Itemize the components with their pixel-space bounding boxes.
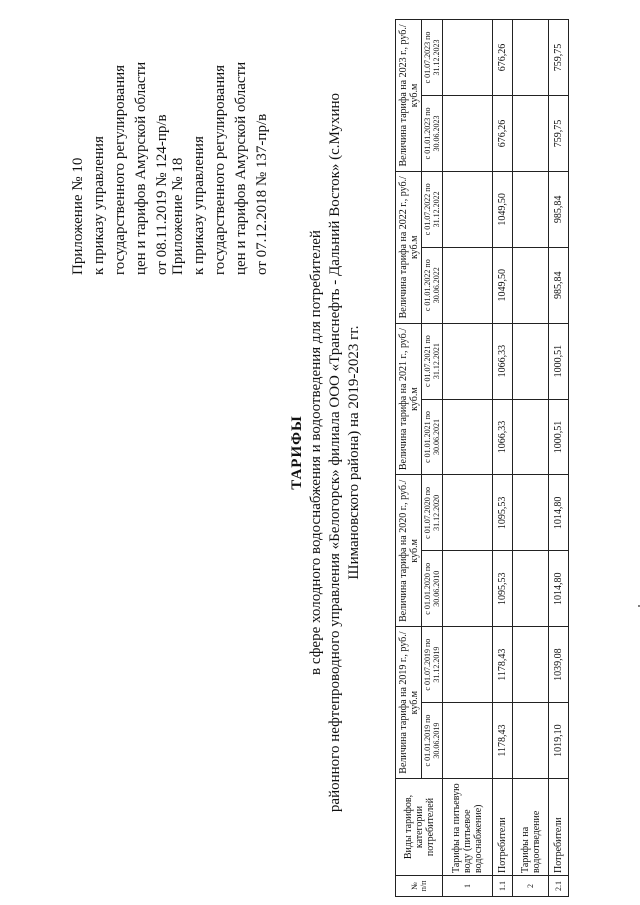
header-number: № п/п: [396, 876, 443, 897]
appendix-line: Приложение № 18: [170, 157, 186, 275]
row-number: 1: [443, 876, 493, 897]
header-year-2019: Величина тарифа на 2019 г., руб./куб.м: [396, 627, 422, 779]
tariff-cell: 1066,33: [493, 323, 513, 399]
header-period: с 01.01.2019 по 30.06.2019: [422, 703, 443, 779]
tariff-cell: 1014,80: [549, 551, 569, 627]
tariff-cell: 1049,50: [493, 171, 513, 247]
tariff-cell: 985,84: [549, 171, 569, 247]
tariff-cell: [513, 20, 549, 96]
tariff-cell: 1014,80: [549, 475, 569, 551]
tariff-cell: 1039,08: [549, 627, 569, 703]
row-name: Потребители: [549, 779, 569, 876]
tariff-cell: [443, 399, 493, 475]
row-number: 2: [513, 876, 549, 897]
header-period: с 01.07.2019 по 31.12.2019: [422, 627, 443, 703]
tariff-cell: [513, 171, 549, 247]
tariff-cell: 759,75: [549, 20, 569, 96]
tariff-cell: [513, 399, 549, 475]
tariff-cell: 676,26: [493, 20, 513, 96]
tariff-cell: 1178,43: [493, 627, 513, 703]
tariff-cell: 985,84: [549, 247, 569, 323]
header-year-2021: Величина тарифа на 2021 г., руб./куб.м: [396, 323, 422, 475]
header-period: с 01.07.2022 по 31.12.2022: [422, 171, 443, 247]
title-heading: ТАРИФЫ: [289, 415, 305, 490]
header-period: с 01.01.2023 по 30.06.2023: [422, 95, 443, 171]
tariff-cell: 759,75: [549, 95, 569, 171]
tariff-cell: [513, 247, 549, 323]
tariff-cell: [513, 475, 549, 551]
tariff-cell: 676,26: [493, 95, 513, 171]
header-period: с 01.07.2020 по 31.12.2020: [422, 475, 443, 551]
appendix-line: цен и тарифов Амурской области: [133, 61, 149, 275]
row-name: Потребители: [493, 779, 513, 876]
tariffs-table: [395, 19, 569, 897]
tariff-cell: [443, 323, 493, 399]
appendix-current-header: [68, 62, 173, 275]
header-period: с 01.01.2021 по 30.06.2021: [422, 399, 443, 475]
table-header-row: [396, 20, 422, 897]
tariff-cell: [443, 171, 493, 247]
row-name: Тарифы на питьевую воду (питьевое водоснабжение): [443, 779, 493, 876]
tariff-cell: 1095,53: [493, 475, 513, 551]
tariff-cell: 1000,51: [549, 323, 569, 399]
row-number: 2.1: [549, 876, 569, 897]
header-year-2023: Величина тарифа на 2023 г., руб./куб.м: [396, 20, 422, 172]
table-row: [549, 20, 569, 897]
tariff-cell: [443, 703, 493, 779]
tariff-cell: 1066,33: [493, 399, 513, 475]
table-subheader-row: [422, 20, 443, 897]
appendix-line: к приказу управления: [191, 136, 207, 275]
tariff-cell: 1000,51: [549, 399, 569, 475]
appendix-line: к приказу управления: [91, 136, 107, 275]
tariff-cell: [513, 323, 549, 399]
row-name: Тарифы на водоотведение: [513, 779, 549, 876]
header-period: с 01.01.2022 по 30.06.2022: [422, 247, 443, 323]
table-row: [443, 20, 493, 897]
document-title: [288, 0, 364, 905]
header-period: с 01.01.2020 по 30.06.2010: [422, 551, 443, 627]
appendix-line: от 07.12.2018 № 137-пр/в: [254, 113, 270, 275]
appendix-line: от 08.11.2019 № 124-пр/в: [154, 114, 170, 275]
tariff-cell: [443, 20, 493, 96]
header-period: с 01.07.2021 по 31.12.2021: [422, 323, 443, 399]
header-period: с 01.07.2023 по 31.12.2023: [422, 20, 443, 96]
tariff-cell: [513, 551, 549, 627]
row-number: 1.1: [493, 876, 513, 897]
tariff-cell: [443, 247, 493, 323]
title-line: в сфере холодного водоснабжения и водоотведения для потребителей: [308, 230, 324, 675]
appendix-line: цен и тарифов Амурской области: [233, 61, 249, 275]
tariff-cell: [443, 475, 493, 551]
appendix-original-header: [168, 62, 273, 275]
tariff-cell: [513, 627, 549, 703]
tariff-cell: 1049,50: [493, 247, 513, 323]
tariff-cell: [443, 627, 493, 703]
tariff-cell: [513, 95, 549, 171]
header-year-2020: Величина тарифа на 2020 г., руб./куб.м: [396, 475, 422, 627]
tariff-cell: [513, 703, 549, 779]
header-tariff-type: Виды тарифов, категории потребителей: [396, 779, 443, 876]
table-row: [493, 20, 513, 897]
title-line: Шимановского района) на 2019-2023 гг.: [346, 325, 362, 580]
table-row: [513, 20, 549, 897]
tariff-cell: [443, 95, 493, 171]
tariff-cell: 1095,53: [493, 551, 513, 627]
tariff-cell: [443, 551, 493, 627]
appendix-line: государственного регулирования: [212, 64, 228, 275]
title-line: районного нефтепроводного управления «Белогорск» филиала ООО «Транснефть - Дальний Восток» (с.Мухино: [327, 92, 343, 813]
tariff-cell: 1019,10: [549, 703, 569, 779]
tariff-cell: 1178,43: [493, 703, 513, 779]
appendix-line: Приложение № 10: [70, 157, 86, 275]
header-year-2022: Величина тарифа на 2022 г., руб./куб.м: [396, 171, 422, 323]
appendix-line: государственного регулирования: [112, 64, 128, 275]
